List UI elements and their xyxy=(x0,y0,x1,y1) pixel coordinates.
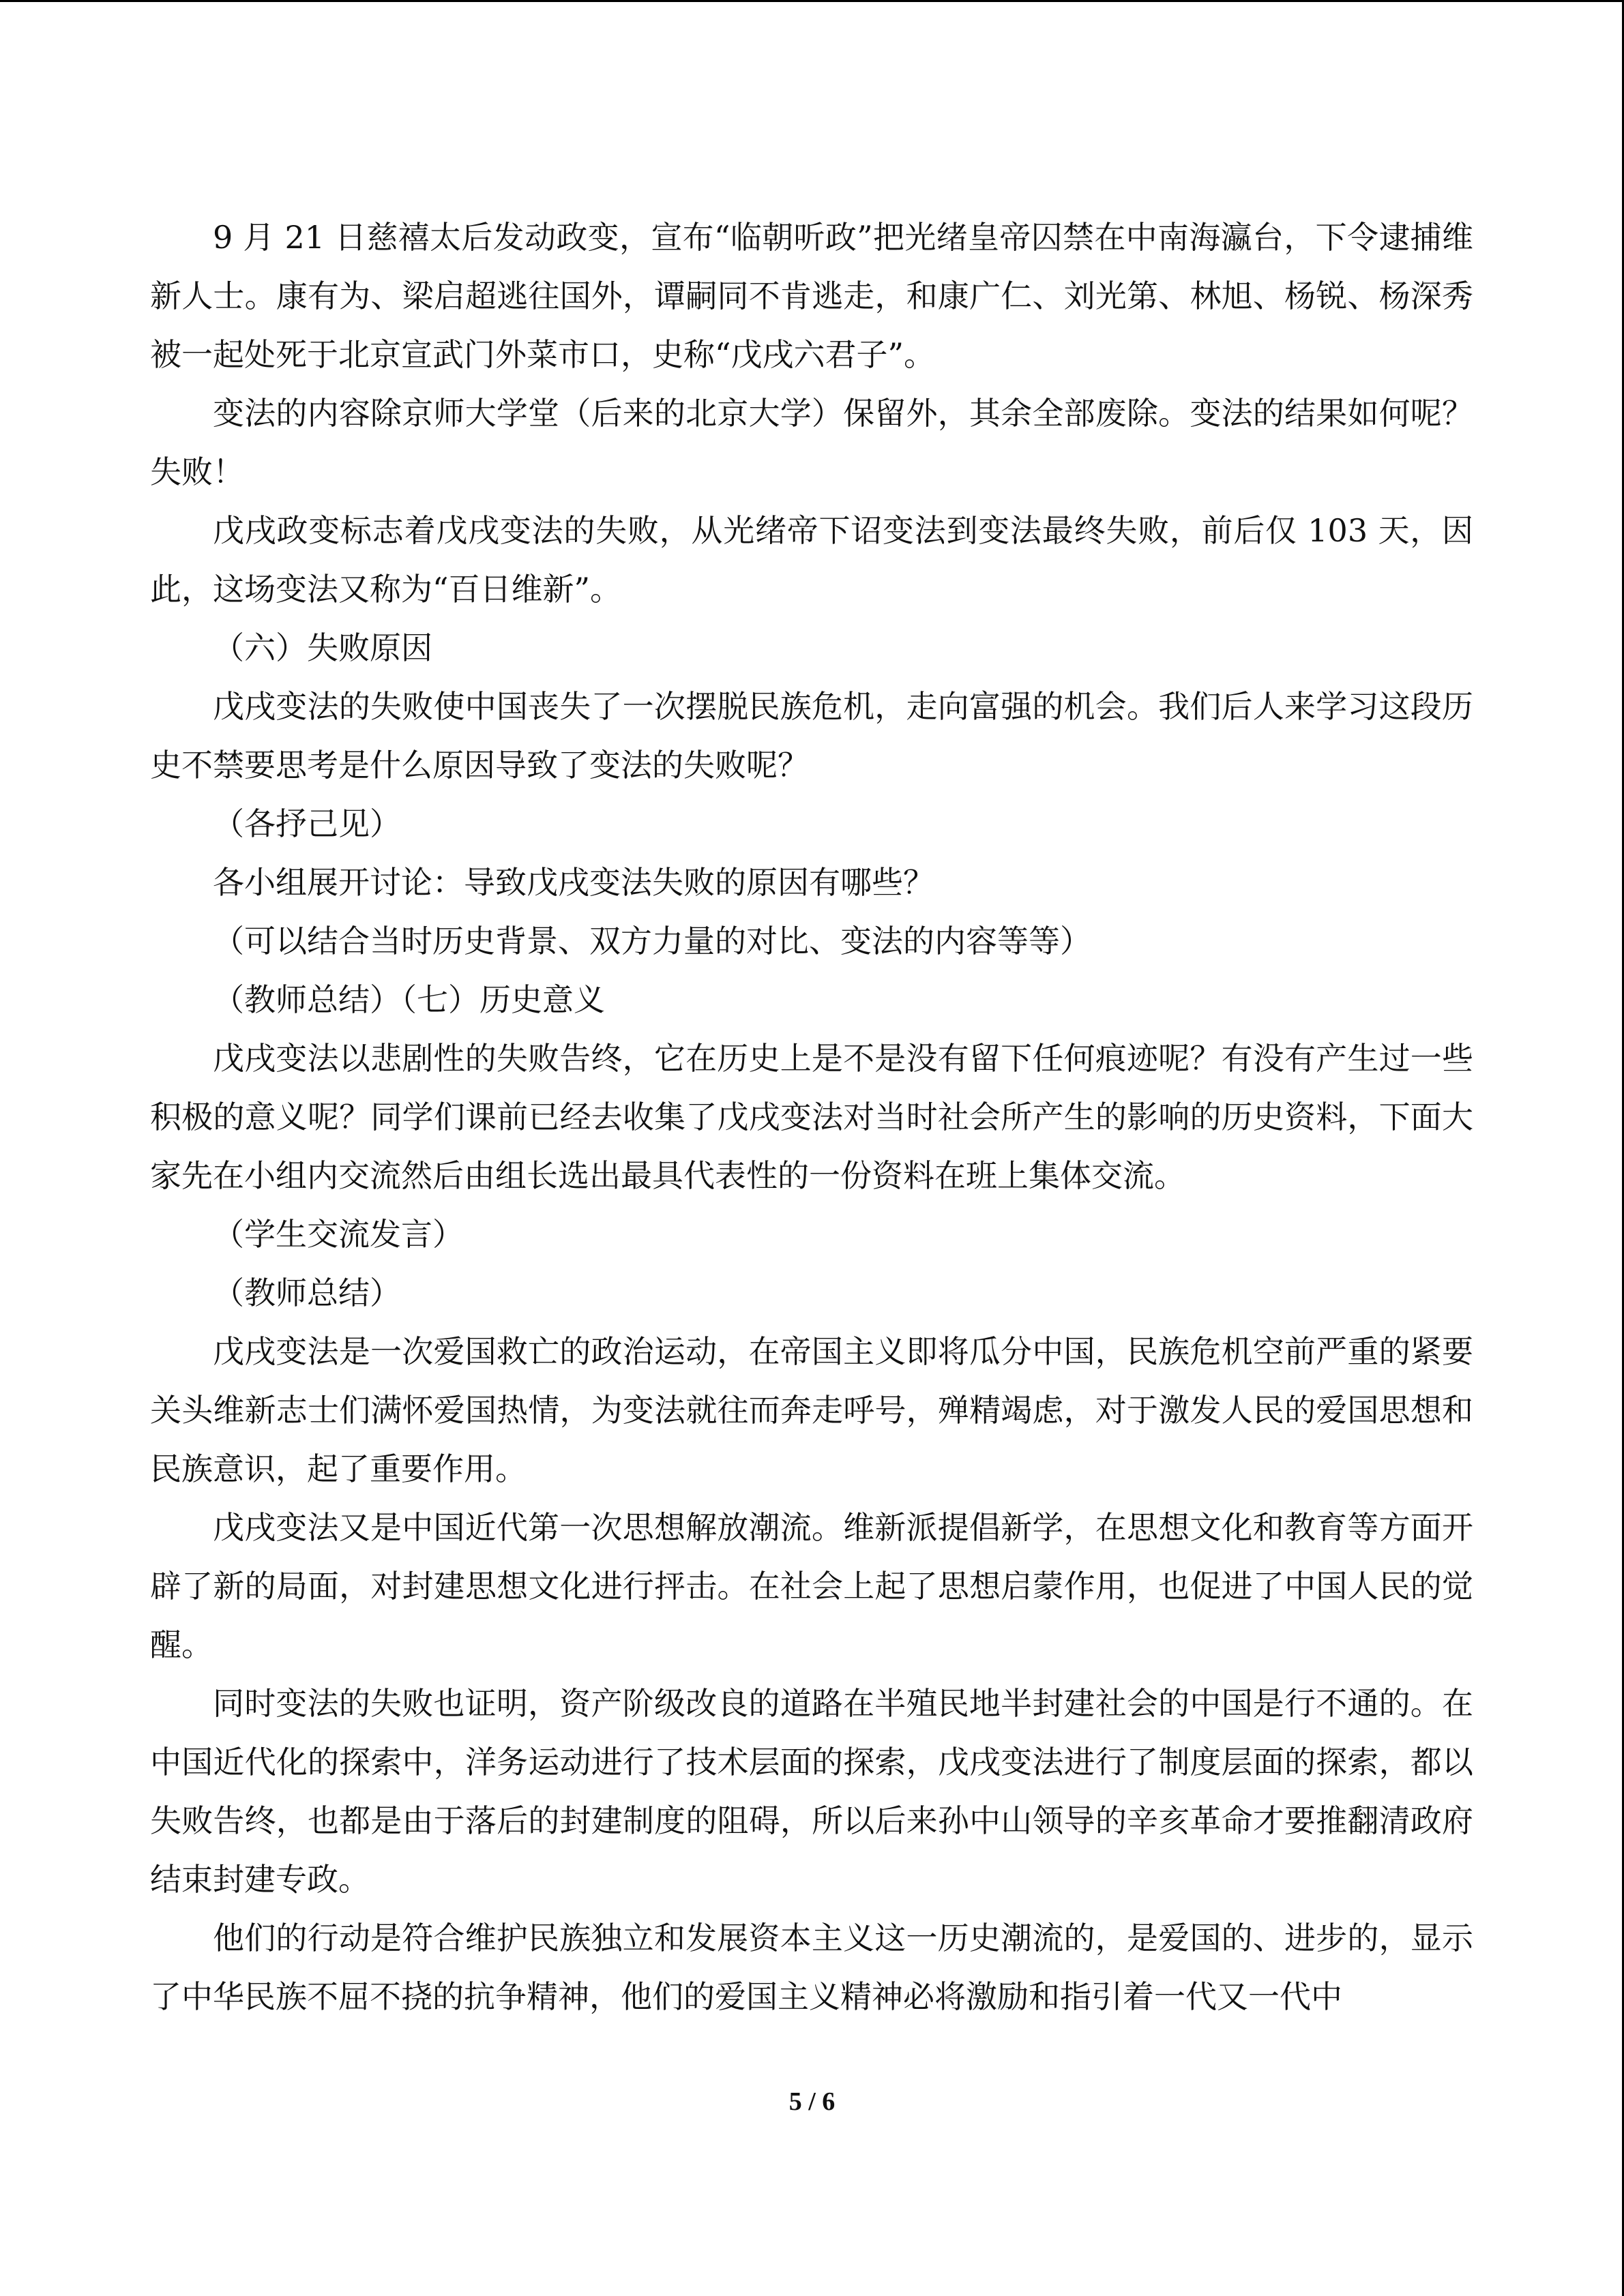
paragraph-group-discussion: 各小组展开讨论：导致戊戌变法失败的原因有哪些？ xyxy=(213,864,934,901)
paragraph-reform-abolished: 变法的内容除京师大学堂（后来的北京大学）保留外，其余全部废除。变法的结果如何呢？失败！ xyxy=(150,395,1473,490)
paragraph-hundred-days: 戊戌政变标志着戊戌变法的失败，从光绪帝下诏变法到变法最终失败，前后仅 103 天，因此，这场变法又称为“百日维新”。 xyxy=(150,512,1473,608)
document-body xyxy=(150,208,1473,2026)
page-top-border xyxy=(0,0,1624,2)
note-discussion-hints: （可以结合当时历史背景、双方力量的对比、变法的内容等等） xyxy=(213,923,1091,959)
page-number: 5 / 6 xyxy=(788,2087,836,2116)
paragraph-coup: 9 月 21 日慈禧太后发动政变，宣布“临朝听政”把光绪皇帝囚禁在中南海瀛台，下令逮捕维新人士。康有为、梁启超逃往国外，谭嗣同不肯逃走，和康广仁、刘光第、林旭、杨锐、杨深秀被一起处死于北京宣武门外菜市口，史称“戊戌六君子”。 xyxy=(150,219,1473,373)
paragraph-significance-question: 戊戌变法以悲剧性的失败告终，它在历史上是不是没有留下任何痕迹呢？有没有产生过一些积极的意义呢？同学们课前已经去收集了戊戌变法对当时社会所产生的影响的历史资料，下面大家先在小组内交流然后由组长选出最具代表性的一份资料在班上集体交流。 xyxy=(150,1040,1473,1194)
paragraph-lost-opportunity: 戊戌变法的失败使中国丧失了一次摆脱民族危机，走向富强的机会。我们后人来学习这段历史不禁要思考是什么原因导致了变法的失败呢？ xyxy=(150,688,1473,784)
paragraph-patriotic-spirit: 他们的行动是符合维护民族独立和发展资本主义这一历史潮流的，是爱国的、进步的，显示了中华民族不屈不挠的抗争精神，他们的爱国主义精神必将激励和指引着一代又一代中 xyxy=(150,1920,1473,2015)
note-teacher-summary: （教师总结） xyxy=(213,1274,401,1311)
section-heading-historical-significance: （教师总结）（七）历史意义 xyxy=(213,981,605,1018)
note-share-opinions: （各抒己见） xyxy=(213,805,401,842)
section-heading-failure-reasons: （六）失败原因 xyxy=(213,629,432,666)
paragraph-reform-path-failed: 同时变法的失败也证明，资产阶级改良的道路在半殖民地半封建社会的中国是行不通的。在中国近代化的探索中，洋务运动进行了技术层面的探索，戊戌变法进行了制度层面的探索，都以失败告终，也都是由于落后的封建制度的阻碍，所以后来孙中山领导的辛亥革命才要推翻清政府结束封建专政。 xyxy=(150,1685,1473,1898)
paragraph-patriotic-movement: 戊戌变法是一次爱国救亡的政治运动，在帝国主义即将瓜分中国，民族危机空前严重的紧要关头维新志士们满怀爱国热情，为变法就往而奔走呼号，殚精竭虑，对于激发人民的爱国思想和民族意识，起了重要作用。 xyxy=(150,1333,1473,1487)
note-student-exchange: （学生交流发言） xyxy=(213,1216,464,1253)
paragraph-thought-liberation: 戊戌变法又是中国近代第一次思想解放潮流。维新派提倡新学，在思想文化和教育等方面开辟了新的局面，对封建思想文化进行抨击。在社会上起了思想启蒙作用，也促进了中国人民的觉醒。 xyxy=(150,1509,1473,1663)
